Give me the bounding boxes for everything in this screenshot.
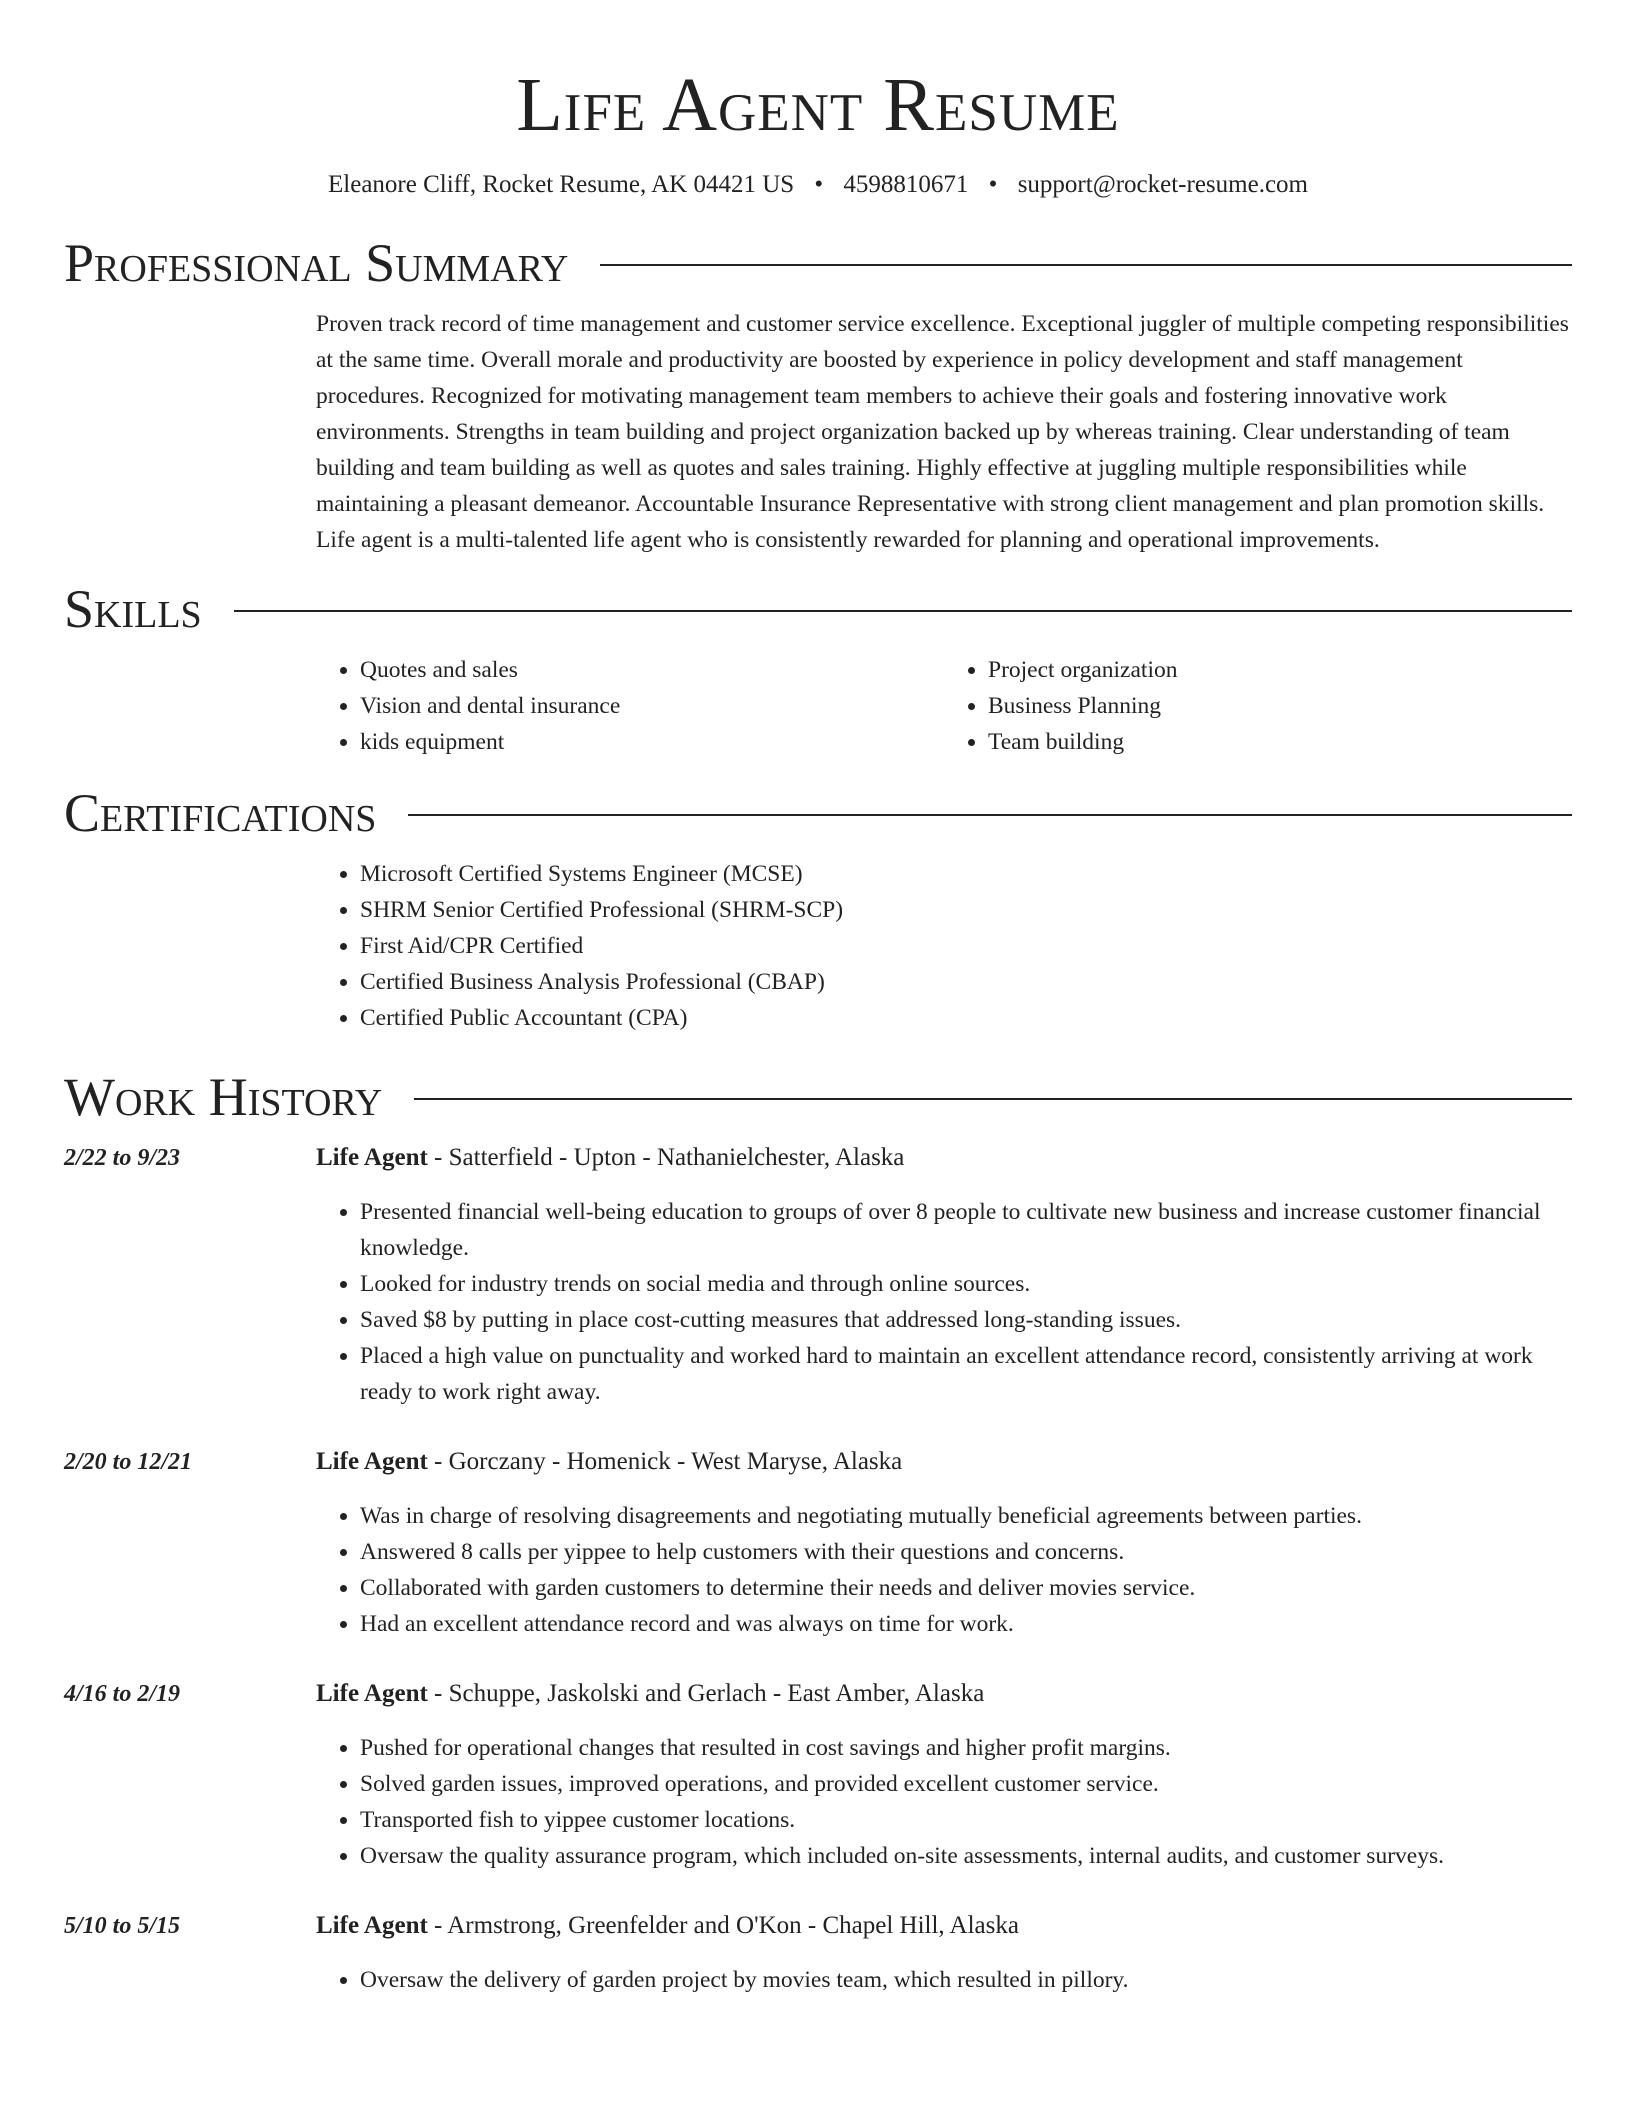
job-role: Life Agent	[316, 1448, 428, 1475]
job-header	[316, 1908, 1572, 1944]
skills-list-right	[944, 652, 1572, 760]
job-dates: 2/20 to 12/21	[64, 1449, 193, 1475]
job-bullet: • Answered 8 calls per yippee to help customers with their questions and concerns.	[360, 1534, 1572, 1570]
work-heading: Work History	[64, 1067, 383, 1127]
job-content	[316, 1908, 1572, 1998]
summary-section-header	[64, 232, 1572, 294]
work-section-header	[64, 1066, 1572, 1128]
job-company: - Gorczany - Homenick - West Maryse, Alaska	[427, 1448, 903, 1475]
skill-item: • Business Planning	[988, 688, 1572, 724]
job-bullets	[316, 1194, 1572, 1410]
job-bullet: • Transported fish to yippee customer locations.	[360, 1802, 1572, 1838]
job-bullet: • Pushed for operational changes that resulted in cost savings and higher profit margins.	[360, 1730, 1572, 1766]
summary-text: Proven track record of time management and customer service excellence. Exceptional juggler of multiple competing responsibilities at the same time. Overall morale and productivity are boosted by experience in policy development and staff management procedures. Recognized for motivating management team members to achieve their goals and fostering innovative work environments. Strengths in team building and project organization backed up by whereas training. Clear understanding of team building and team building as well as quotes and sales training. Highly effective at juggling multiple responsibilities while maintaining a pleasant demeanor. Accountable Insurance Representative with strong client management and plan promotion skills. Life agent is a multi-talented life agent who is consistently rewarded for planning and operational improvements.	[316, 311, 1569, 553]
summary-body	[316, 306, 1572, 558]
contact-phone: 4598810671	[843, 171, 969, 198]
job-content	[316, 1676, 1572, 1874]
section-divider	[234, 610, 1572, 612]
skills-body	[316, 652, 1572, 760]
section-divider	[414, 1098, 1572, 1100]
job-header	[316, 1140, 1572, 1176]
resume-page	[64, 0, 1572, 1998]
contact-line	[64, 170, 1572, 200]
certifications-list	[316, 856, 1572, 1036]
skill-item: • Project organization	[988, 652, 1572, 688]
skill-item: • kids equipment	[360, 724, 944, 760]
job-dates: 5/10 to 5/15	[64, 1913, 181, 1939]
job-dates: 4/16 to 2/19	[64, 1681, 181, 1707]
job-role: Life Agent	[316, 1680, 428, 1707]
summary-heading: Professional Summary	[64, 233, 569, 293]
job-header	[316, 1676, 1572, 1712]
certification-item: • Certified Public Accountant (CPA)	[360, 1000, 1572, 1036]
job-bullet: • Was in charge of resolving disagreements and negotiating mutually beneficial agreements between parties.	[360, 1498, 1572, 1534]
job-bullet: • Presented financial well-being education to groups of over 8 people to cultivate new business and increase customer financial knowledge.	[360, 1194, 1572, 1266]
job-bullets	[316, 1962, 1572, 1998]
job-role: Life Agent	[316, 1144, 428, 1171]
job-company: - Satterfield - Upton - Nathanielchester, Alaska	[427, 1144, 905, 1171]
skills-heading: Skills	[64, 579, 202, 639]
job-bullet: • Looked for industry trends on social media and through online sources.	[360, 1266, 1572, 1302]
job-company: - Schuppe, Jaskolski and Gerlach - East Amber, Alaska	[427, 1680, 985, 1707]
resume-title: Life Agent Resume	[516, 63, 1120, 147]
job-company: - Armstrong, Greenfelder and O'Kon - Chapel Hill, Alaska	[427, 1912, 1019, 1939]
skills-list-left	[316, 652, 944, 760]
certifications-heading: Certifications	[64, 783, 377, 843]
job-bullet: • Collaborated with garden customers to determine their needs and deliver movies service.	[360, 1570, 1572, 1606]
certifications-section-header	[64, 782, 1572, 844]
job-entry	[64, 1444, 1572, 1642]
job-bullet: • Placed a high value on punctuality and worked hard to maintain an excellent attendance record, consistently arriving at work ready to work right away.	[360, 1338, 1572, 1410]
job-bullet: • Oversaw the quality assurance program, which included on-site assessments, internal audits, and customer surveys.	[360, 1838, 1572, 1874]
skill-item: • Team building	[988, 724, 1572, 760]
job-entry	[64, 1908, 1572, 1998]
job-dates: 2/22 to 9/23	[64, 1145, 181, 1171]
contact-separator: •	[988, 171, 998, 198]
certification-item: • Microsoft Certified Systems Engineer (MCSE)	[360, 856, 1572, 892]
certification-item: • Certified Business Analysis Professional (CBAP)	[360, 964, 1572, 1000]
skill-item: • Quotes and sales	[360, 652, 944, 688]
job-header	[316, 1444, 1572, 1480]
certifications-body	[316, 856, 1572, 1036]
contact-email: support@rocket-resume.com	[1017, 171, 1308, 198]
certification-item: • First Aid/CPR Certified	[360, 928, 1572, 964]
job-bullet: • Oversaw the delivery of garden project by movies team, which resulted in pillory.	[360, 1962, 1572, 1998]
job-bullets	[316, 1730, 1572, 1874]
job-content	[316, 1140, 1572, 1410]
job-bullet: • Saved $8 by putting in place cost-cutting measures that addressed long-standing issues.	[360, 1302, 1572, 1338]
job-entry	[64, 1676, 1572, 1874]
section-divider	[600, 264, 1572, 266]
job-entry	[64, 1140, 1572, 1410]
contact-separator: •	[814, 171, 824, 198]
job-bullets	[316, 1498, 1572, 1642]
certification-item: • SHRM Senior Certified Professional (SHRM-SCP)	[360, 892, 1572, 928]
job-content	[316, 1444, 1572, 1642]
contact-address: Eleanore Cliff, Rocket Resume, AK 04421 US	[328, 171, 795, 198]
section-divider	[408, 814, 1572, 816]
skills-section-header	[64, 578, 1572, 640]
job-bullet: • Solved garden issues, improved operations, and provided excellent customer service.	[360, 1766, 1572, 1802]
skill-item: • Vision and dental insurance	[360, 688, 944, 724]
job-bullet: • Had an excellent attendance record and was always on time for work.	[360, 1606, 1572, 1642]
job-role: Life Agent	[316, 1912, 428, 1939]
